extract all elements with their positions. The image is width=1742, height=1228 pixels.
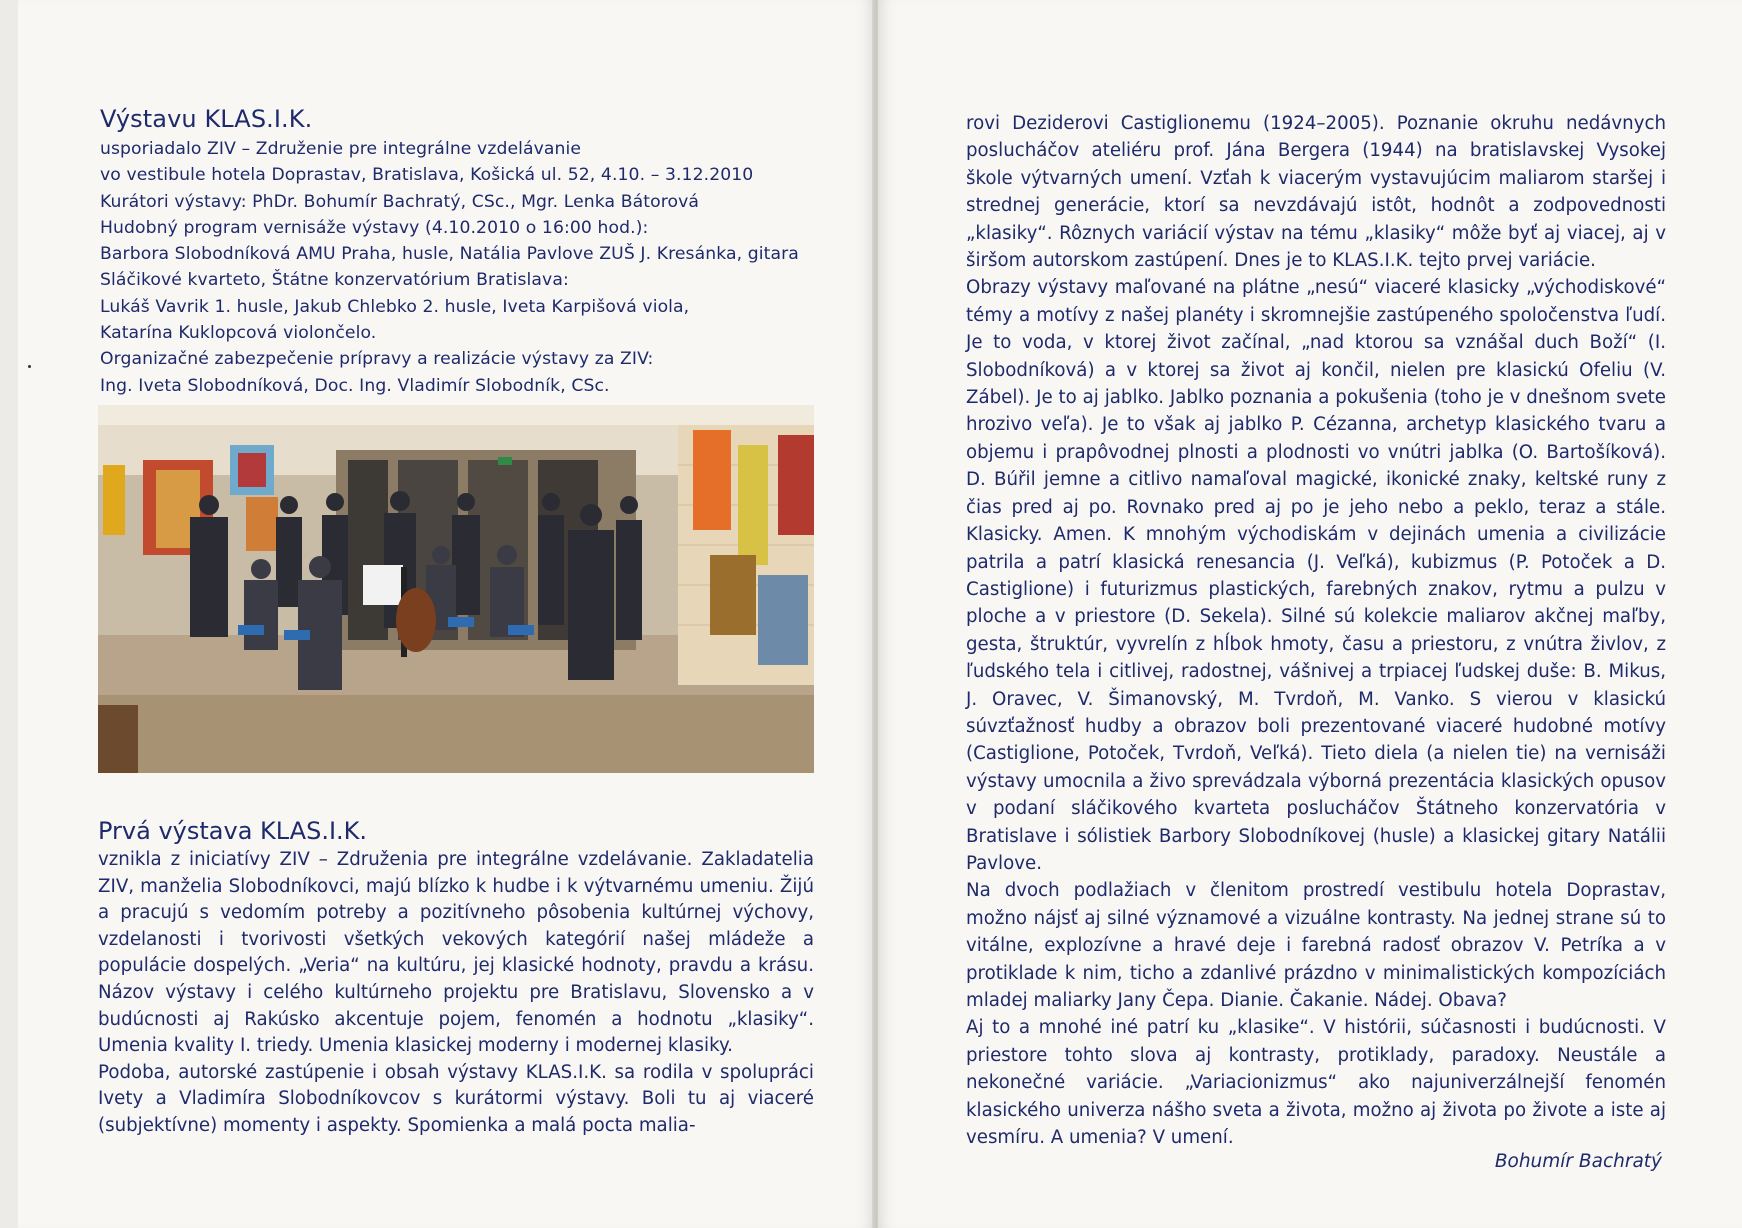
scan-speck — [28, 365, 31, 368]
credits-line: Barbora Slobodníková AMU Praha, husle, Natália Pavlove ZUŠ J. Kresánka, gitara — [100, 244, 799, 265]
author-signature: Bohumír Bachratý — [1494, 1151, 1662, 1172]
article-right — [966, 110, 1666, 1151]
credits-line: usporiadalo ZIV – Združenie pre integrálne vzdelávanie — [100, 139, 582, 159]
scan-edge — [0, 0, 18, 1228]
credits-line: Sláčikové kvarteto, Štátne konzervatórium Bratislava: — [100, 270, 569, 291]
article-paragraph: Obrazy výstavy maľované na plátne „nesú“ viaceré klasicky „východiskové“ témy a motívy z našej planéty i skromnejšie zastúpeného spoločenstva ľudí. Je to voda, v ktorej život začínal, „nad ktorou sa vznášal duch Boží“ (I. Slobodníková) a v ktorej sa život aj končil, nielen pre klasickú Ofeliu (V. Zábel). Je to aj jablko. Jablko poznania a pokušenia (toho je v dnešnom svete hrozivo veľa). Je to však aj jablko P. Cézanna, archetyp klasického tvaru a objemu i prapôvodnej plnosti a plodnosti vo vnútri jablka (O. Bartošíková). D. Búřil jemne a citlivo namaľoval magické, ikonické znaky, keltské runy z čias pred aj po. Rovnako pred aj po je jeho nebo a peklo, teraz a stále. Klasicky. Amen. K mnohým východiskám v dejinách umenia a civilizácie patrila a patrí klasická renesancia (J. Veľká), kubizmus (P. Potoček a D. Castiglione) i futurizmus plastických, farebných znakov, rytmu a pulzu v ploche a v priestore (D. Sekela). Silné sú kolekcie maliarov akčnej maľby, gesta, štruktúr, vyvrelín z hĺbok hmoty, času a priestoru, z vnútra živlov, z ľudského tela i citlivej, radostnej, vášnivej a trpiacej ľudskej duše: B. Mikus, J. Oravec, V. Šimanovský, M. Tvrdoň, M. Vanko. S vierou v klasickú súvzťažnosť hudby a obrazov boli prezentované viaceré hudobné motívy (Castiglione, Potoček, Tvrdoň, Veľká). Tieto diela (a nielen tie) na vernisáži výstavy umocnila a živo sprevádzala výborná prezentácia klasických opusov v podaní sláčikového kvarteta poslucháčov Štátneho konzervatória v Bratislave i sólistiek Barbory Slobodníkovej (husle) a klasickej gitary Natálii Pavlove. — [966, 277, 1666, 874]
article-paragraph: Na dvoch podlažiach v členitom prostredí vestibulu hotela Doprastav, možno nájsť aj silné významové a vizuálne kontrasty. Na jednej strane sú to vitálne, explozívne a hravé deje i farebná radosť obrazov V. Petríka a v protiklade k nim, ticho a zdanlivé prázdno v minimalistických kompozíciách mladej maliarky Jany Čepa. Dianie. Čakanie. Nádej. Obava? — [966, 880, 1666, 1011]
credits-line: Organizačné zabezpečenie prípravy a realizácie výstavy za ZIV: — [100, 349, 654, 370]
article-paragraph: Aj to a mnohé iné patrí ku „klasike“. V histórii, súčasnosti i budúcnosti. V priestore tohto slova aj kontrasty, protiklady, paradoxy. Neustále a nekonečné variácie. „Variacionizmus“ ako najuniverzálnejší fenomén klasického univerza nášho sveta a života, možno aj života po živote a iste aj vesmíru. A umenia? V umení. — [966, 1017, 1666, 1149]
article-paragraph: rovi Deziderovi Castiglionemu (1924–2005). Poznanie okruhu nedávnych poslucháčov ateliéru prof. Jána Bergera (1944) na bratislavskej Vysokej škole výtvarných umení. Vzťah k viacerým vystavujúcim maliarom staršej i strednej generácie, ktorí sa nevzdávajú istôt, hodnôt a zodpovednosti „klasiky“. Rôznych variácií výstav na tému „klasiky“ môže byť aj viacej, aj v širšom autorskom zastúpení. Dnes je to KLAS.I.K. tejto prvej variácie. — [966, 113, 1666, 272]
exhibition-credits — [100, 104, 860, 399]
credits-line: vo vestibule hotela Doprastav, Bratislava, Košická ul. 52, 4.10. – 3.12.2010 — [100, 165, 754, 186]
credits-line: Kurátori výstavy: PhDr. Bohumír Bachratý, CSc., Mgr. Lenka Bátorová — [100, 191, 700, 212]
credits-heading: Výstavu KLAS.I.K. — [100, 105, 313, 133]
left-page — [18, 0, 874, 1228]
credits-line: Hudobný program vernisáže výstavy (4.10.2010 o 16:00 hod.): — [100, 217, 649, 238]
article-left — [98, 815, 814, 1140]
vernissage-photo — [98, 405, 814, 773]
article-paragraph: vznikla z iniciatívy ZIV – Združenia pre integrálne vzdelávanie. Zakladatelia ZIV, manželia Slobodníkovci, majú blízko k hudbe i k výtvarnému umeniu. Žijú a pracujú s vedomím potreby a pozitívneho pôsobenia kultúrnej výchovy, vzdelanosti i tvorivosti všetkých vekových kategórií našej mládeže a populácie dospelých. „Veria“ na kultúru, jej klasické hodnoty, pravdu a krásu. Názov výstavy i celého kultúrneho projektu pre Bratislavu, Slovensko a v budúcnosti aj Rakúsko akcentuje pojem, fenomén a hodnotu „klasiky“. Umenia kvality I. triedy. Umenia klasickej moderny i modernej klasiky. — [98, 849, 814, 1057]
article-paragraph: Podoba, autorské zastúpenie i obsah výstavy KLAS.I.K. sa rodila v spolupráci Ivety a Vladimíra Slobodníkovcov s kurátormi výstavy. Boli tu aj viaceré (subjektívne) momenty i aspekty. Spomienka a malá pocta malia- — [98, 1061, 814, 1136]
credits-line: Lukáš Vavrik 1. husle, Jakub Chlebko 2. husle, Iveta Karpišová viola, — [100, 296, 690, 317]
credits-line: Katarína Kuklopcová violončelo. — [100, 323, 377, 344]
right-page — [878, 0, 1742, 1228]
article-heading: Prvá výstava KLAS.I.K. — [98, 817, 368, 845]
credits-line: Ing. Iveta Slobodníková, Doc. Ing. Vladimír Slobodník, CSc. — [100, 375, 610, 396]
